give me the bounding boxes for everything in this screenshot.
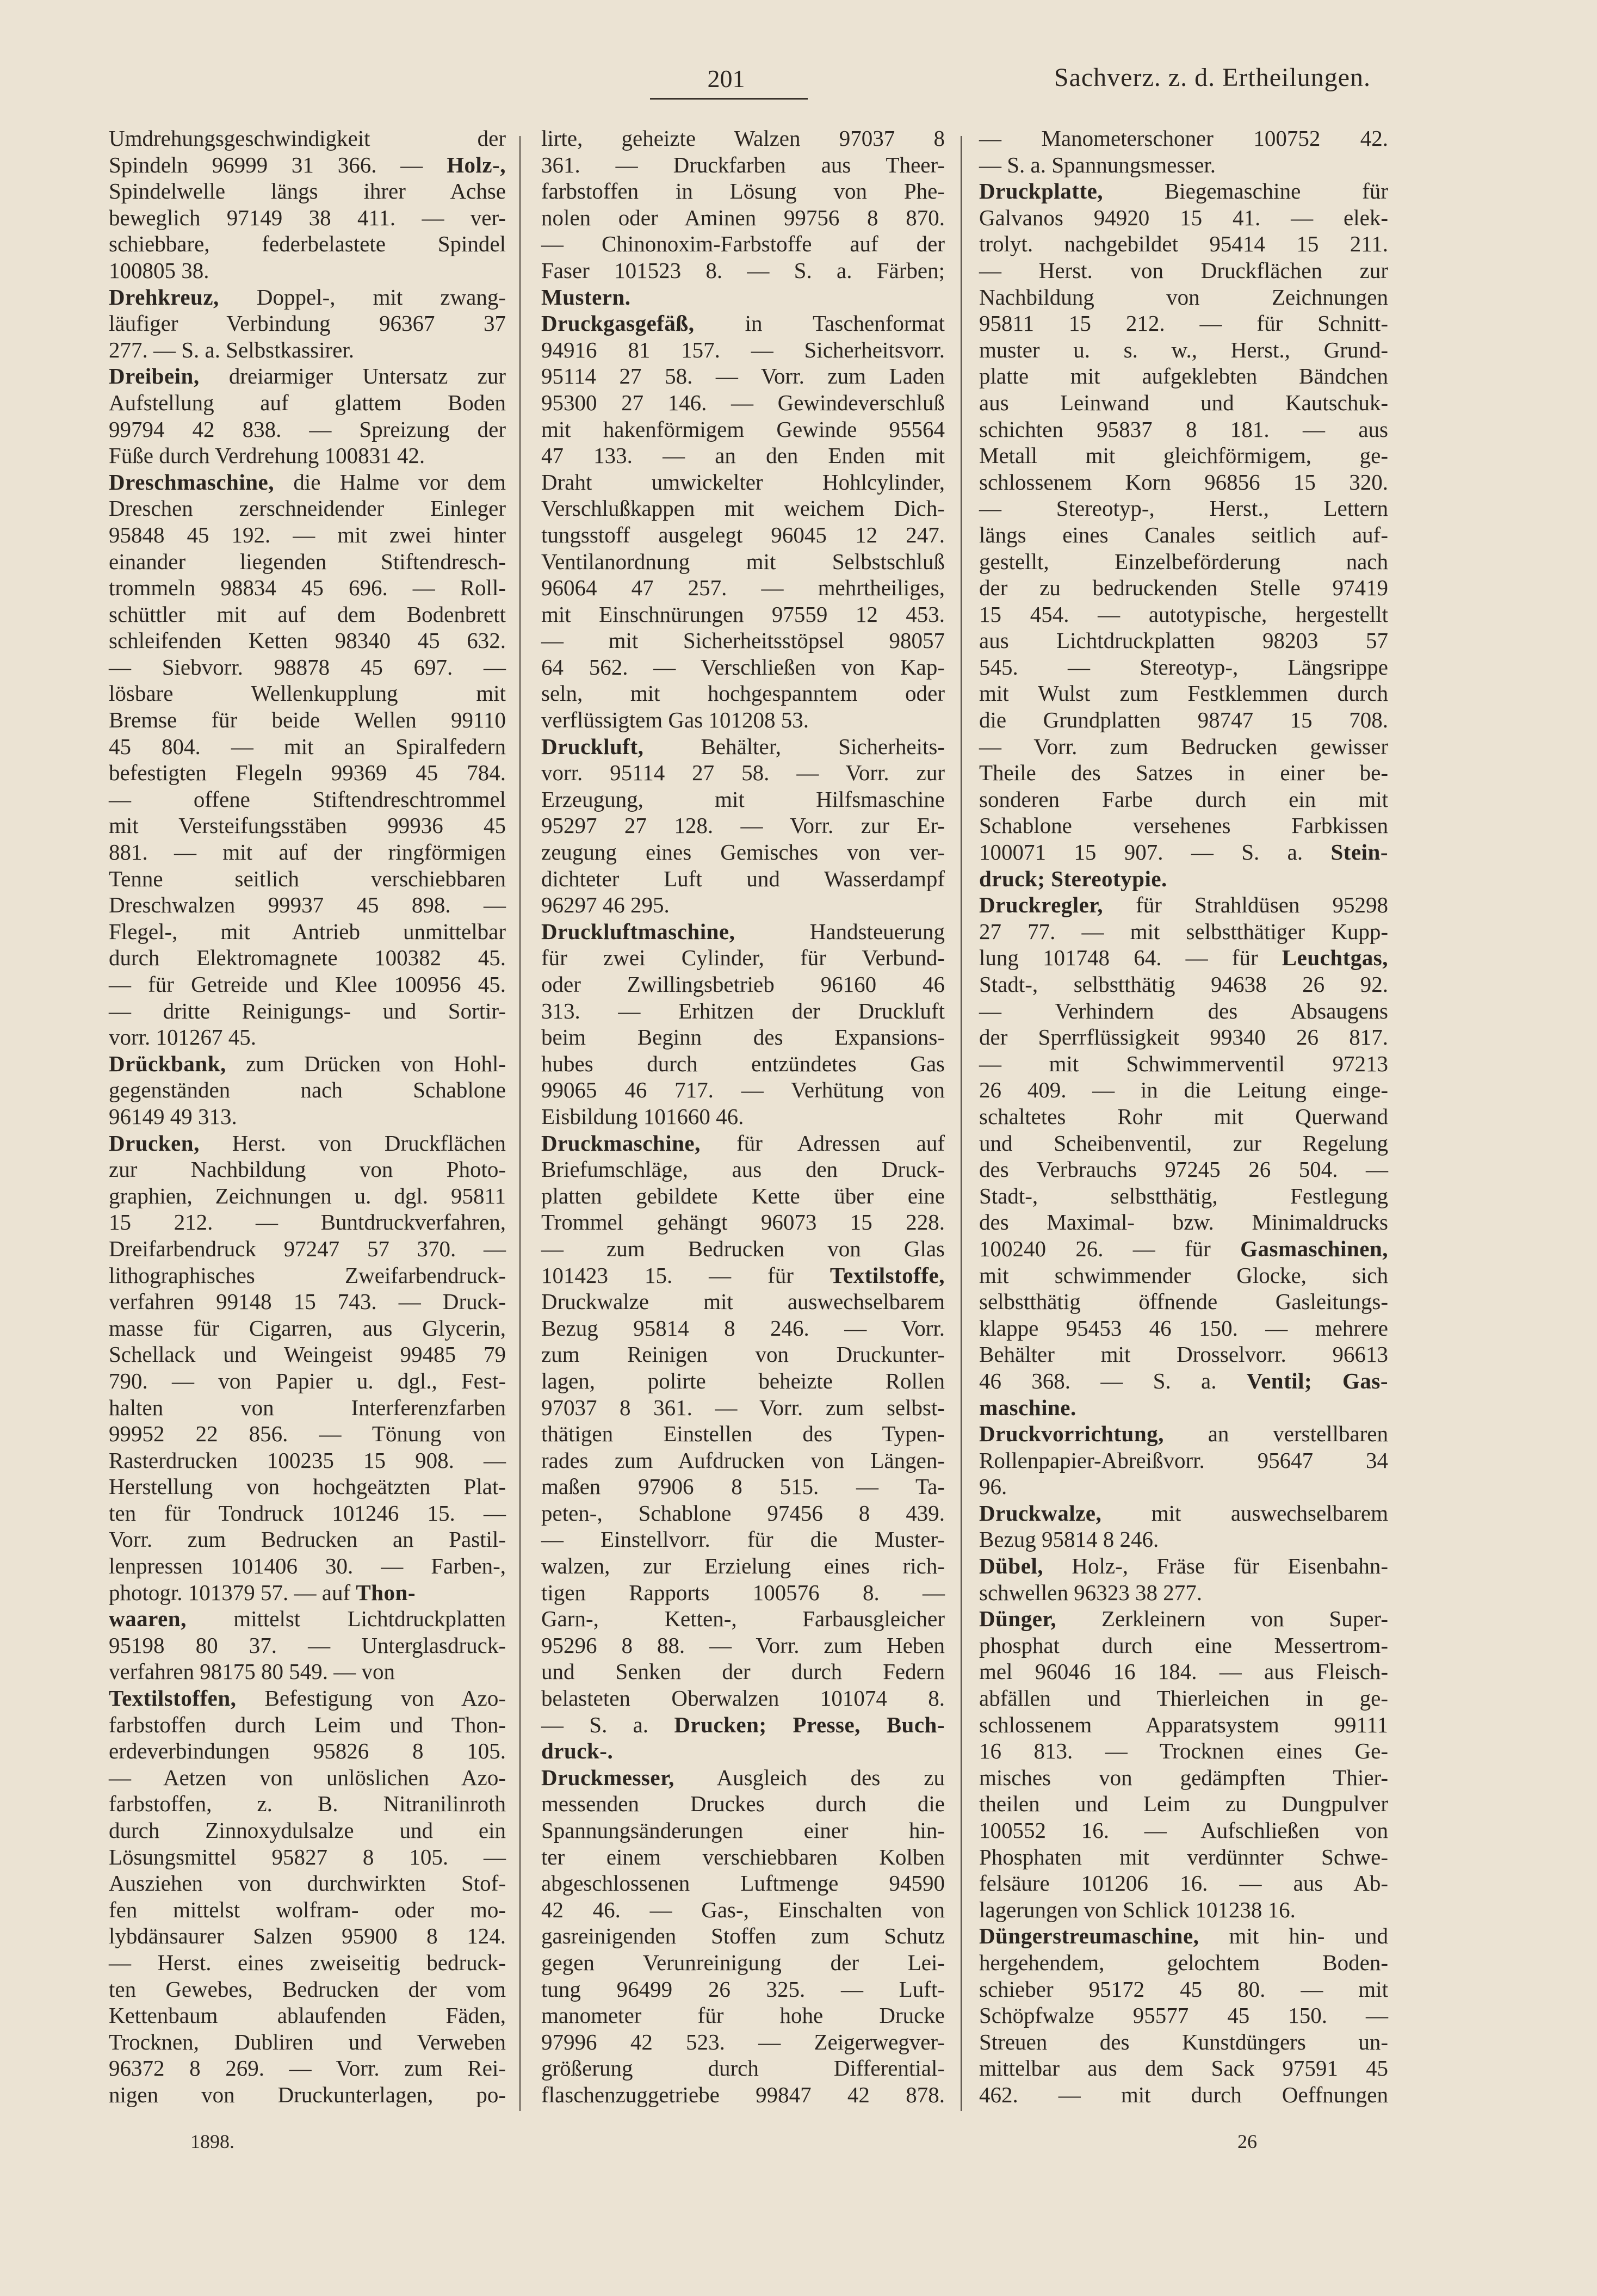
page-number: 201 xyxy=(707,65,745,92)
index-line: Nachbildung von Zeichnungen xyxy=(979,284,1388,310)
index-line: Bezug 95814 8 246. xyxy=(979,1527,1159,1552)
index-line: schüttler mit auf dem Bodenbrett xyxy=(109,601,506,627)
headword: Druckvorrichtung, xyxy=(979,1421,1164,1447)
index-line: Tenne seitlich verschiebbaren xyxy=(109,866,506,891)
index-line: 96297 46 295. xyxy=(541,892,670,918)
index-line xyxy=(979,866,1388,892)
index-line: Ausziehen von durchwirkten Stof- xyxy=(109,1871,506,1896)
index-line: durch Elektromagnete 100382 45. xyxy=(109,945,506,971)
entry-text: Biegemaschine für xyxy=(1103,178,1388,204)
index-line: beim Beginn des Expansions- xyxy=(541,1024,945,1050)
index-line: messenden Druckes durch die xyxy=(541,1791,945,1817)
index-line xyxy=(109,1685,506,1712)
index-line: 97037 8 361. — Vorr. zum selbst- xyxy=(541,1394,945,1420)
index-line: trolyt. nachgebildet 95414 15 211. xyxy=(979,231,1388,257)
index-line: mit Wulst zum Festklemmen durch xyxy=(979,681,1388,706)
index-line: — Manometerschoner 100752 42. xyxy=(979,126,1388,151)
index-line xyxy=(541,1130,945,1157)
entry-text: Holz-, Fräse für Eisenbahn- xyxy=(1043,1553,1388,1579)
index-line: Schellack und Weingeist 99485 79 xyxy=(109,1342,506,1367)
entry-text: — S. a. xyxy=(541,1712,674,1737)
index-column-1 xyxy=(109,125,506,2108)
index-line: 881. — mit auf der ringförmigen xyxy=(109,840,506,865)
index-line: der zu bedruckenden Stelle 97419 xyxy=(979,575,1388,601)
index-line: 313. — Erhitzen der Druckluft xyxy=(541,998,945,1023)
index-line xyxy=(109,152,506,178)
index-line: schiebbare, federbelastete Spindel xyxy=(109,231,506,257)
index-line: 95198 80 37. — Unterglasdruck- xyxy=(109,1632,506,1658)
entry-text: für Strahldüsen 95298 xyxy=(1103,892,1388,918)
index-line: 99952 22 856. — Tönung von xyxy=(109,1421,506,1447)
index-line: Stadt-, selbstthätig, Festlegung xyxy=(979,1183,1388,1208)
index-line: 277. — S. a. Selbstkassirer. xyxy=(109,337,354,362)
index-line: 96149 49 313. xyxy=(109,1103,237,1129)
entry-text: lung 101748 64. — für xyxy=(979,945,1282,971)
index-column-3 xyxy=(979,125,1388,2108)
index-line xyxy=(979,945,1388,971)
entry-text: Handsteuerung xyxy=(735,918,945,944)
index-line xyxy=(541,284,945,311)
headword: Gasmaschinen, xyxy=(1240,1236,1388,1261)
index-line: — Herst. eines zweiseitig bedruck- xyxy=(109,1949,506,1975)
index-line xyxy=(979,839,1388,866)
index-line: Dreschwalzen 99937 45 898. — xyxy=(109,892,506,918)
index-line: Flegel-, mit Antrieb unmittelbar xyxy=(109,918,506,944)
index-line: masse für Cigarren, aus Glycerin, xyxy=(109,1315,506,1341)
index-line xyxy=(109,1051,506,1077)
index-line: Kettenbaum ablaufenden Fäden, xyxy=(109,2003,506,2028)
index-line: Faser 101523 8. — S. a. Färben; xyxy=(541,257,945,283)
headword: Dünger, xyxy=(979,1606,1057,1632)
index-line: Briefumschläge, aus den Druck- xyxy=(541,1157,945,1182)
index-line: durch Zinnoxydulsalze und ein xyxy=(109,1818,506,1843)
index-line: — Einstellvorr. für die Muster- xyxy=(541,1527,945,1552)
index-line xyxy=(541,1764,945,1791)
index-line: Theile des Satzes in einer be- xyxy=(979,760,1388,786)
index-line: zum Reinigen von Druckunter- xyxy=(541,1342,945,1367)
index-line: schleifenden Ketten 98340 45 632. xyxy=(109,628,506,653)
index-line xyxy=(541,1262,945,1289)
index-line: 100552 16. — Aufschließen von xyxy=(979,1818,1388,1843)
index-line: 361. — Druckfarben aus Theer- xyxy=(541,152,945,177)
index-line: vorr. 95114 27 58. — Vorr. zur xyxy=(541,760,945,786)
entry-text: 46 368. — S. a. xyxy=(979,1368,1247,1393)
index-line: trommeln 98834 45 696. — Roll- xyxy=(109,575,506,601)
index-line: — mit Schwimmerventil 97213 xyxy=(979,1051,1388,1076)
index-line: klappe 95453 46 150. — mehrere xyxy=(979,1315,1388,1341)
index-line xyxy=(979,1394,1388,1421)
index-line: hergehendem, gelochtem Boden- xyxy=(979,1949,1388,1975)
index-line: rades zum Aufdrucken von Längen- xyxy=(541,1447,945,1473)
index-line: — S. a. Spannungsmesser. xyxy=(979,152,1216,177)
index-line: der Sperrflüssigkeit 99340 26 817. xyxy=(979,1024,1388,1050)
index-line: 42 46. — Gas-, Einschalten von xyxy=(541,1897,945,1922)
index-line: — mit Sicherheitsstöpsel 98057 xyxy=(541,628,945,653)
index-line: ter einem verschiebbaren Kolben xyxy=(541,1844,945,1869)
index-line: schwellen 96323 38 277. xyxy=(979,1579,1202,1605)
index-line: 47 133. — an den Enden mit xyxy=(541,443,945,468)
index-line: erdeverbindungen 95826 8 105. xyxy=(109,1738,506,1764)
index-line: Bezug 95814 8 246. — Vorr. xyxy=(541,1315,945,1341)
index-line: schlossenem Korn 96856 15 320. xyxy=(979,469,1388,495)
index-line xyxy=(979,1236,1388,1262)
headword: Dreschmaschine, xyxy=(109,469,274,495)
index-line xyxy=(979,1553,1388,1579)
index-line xyxy=(541,1738,945,1764)
index-line: farbstoffen durch Leim und Thon- xyxy=(109,1712,506,1737)
index-line: — Verhindern des Absaugens xyxy=(979,998,1388,1023)
index-line: — dritte Reinigungs- und Sortir- xyxy=(109,998,506,1023)
index-line: schichten 95837 8 181. — aus xyxy=(979,416,1388,442)
index-line: walzen, zur Erzielung eines rich- xyxy=(541,1553,945,1579)
headword: Düngerstreumaschine, xyxy=(979,1923,1199,1949)
index-line xyxy=(979,1421,1388,1447)
index-line: nolen oder Aminen 99756 8 870. xyxy=(541,205,945,230)
index-line: tung 96499 26 325. — Luft- xyxy=(541,1976,945,2002)
entry-text: Herst. von Druckflächen xyxy=(199,1130,506,1156)
entry-text: 101423 15. — für xyxy=(541,1262,830,1288)
index-line: 95297 27 128. — Vorr. zur Er- xyxy=(541,813,945,838)
index-line: lenpressen 101406 30. — Farben-, xyxy=(109,1553,506,1579)
index-line: felsäure 101206 16. — aus Ab- xyxy=(979,1871,1388,1896)
headword: Druckgasgefäß, xyxy=(541,311,695,336)
index-line xyxy=(979,1500,1388,1527)
index-line: verflüssigtem Gas 101208 53. xyxy=(541,707,809,733)
entry-text: Behälter, Sicherheits- xyxy=(643,733,945,759)
index-line: 790. — von Papier u. dgl., Fest- xyxy=(109,1368,506,1393)
index-line: Dreifarbendruck 97247 57 370. — xyxy=(109,1236,506,1261)
column-divider xyxy=(961,136,962,2111)
index-line: lagerungen von Schlick 101238 16. xyxy=(979,1897,1296,1922)
index-line: Aufstellung auf glattem Boden xyxy=(109,390,506,415)
index-line: oder Zwillingsbetrieb 96160 46 xyxy=(541,972,945,997)
index-line: Galvanos 94920 15 41. — elek- xyxy=(979,205,1388,230)
index-line: Dreschen zerschneidender Einleger xyxy=(109,496,506,521)
index-line: Rasterdrucken 100235 15 908. — xyxy=(109,1447,506,1473)
index-line: Verschlußkappen mit weichem Dich- xyxy=(541,496,945,521)
headword: waaren, xyxy=(109,1606,187,1632)
index-line: und Senken der durch Federn xyxy=(541,1659,945,1684)
index-line: ten für Tondruck 101246 15. — xyxy=(109,1500,506,1526)
index-line xyxy=(109,1579,506,1606)
index-line: Spindelwelle längs ihrer Achse xyxy=(109,178,506,204)
index-line: schlossenem Apparatsystem 99111 xyxy=(979,1712,1388,1737)
index-line: lösbare Wellenkupplung mit xyxy=(109,681,506,706)
headword: Dübel, xyxy=(979,1553,1044,1579)
index-line: Metall mit gleichförmigem, ge- xyxy=(979,443,1388,468)
index-line: 95300 27 146. — Gewindeverschluß xyxy=(541,390,945,415)
index-line: gegen Verunreinigung der Lei- xyxy=(541,1949,945,1975)
entry-text: Ausgleich des zu xyxy=(674,1764,945,1790)
headword: Drucken; Presse, Buch- xyxy=(674,1712,945,1737)
index-line: — zum Bedrucken von Glas xyxy=(541,1236,945,1261)
index-line: gasreinigenden Stoffen zum Schutz xyxy=(541,1923,945,1949)
index-line: sonderen Farbe durch ein mit xyxy=(979,786,1388,812)
index-line: 16 813. — Trocknen eines Ge- xyxy=(979,1738,1388,1764)
index-line: abfällen und Thierleichen in ge- xyxy=(979,1686,1388,1711)
index-line: Lösungsmittel 95827 8 105. — xyxy=(109,1844,506,1869)
index-line: — Stereotyp-, Herst., Lettern xyxy=(979,496,1388,521)
index-line: selbstthätig öffnende Gasleitungs- xyxy=(979,1289,1388,1314)
index-line: 462. — mit durch Oeffnungen xyxy=(979,2082,1388,2107)
index-line: befestigten Flegeln 99369 45 784. xyxy=(109,760,506,786)
index-line: — offene Stiftendreschtrommel xyxy=(109,786,506,812)
index-line: lybdänsaurer Salzen 95900 8 124. xyxy=(109,1923,506,1949)
index-line xyxy=(109,1130,506,1157)
entry-text: an verstellbaren xyxy=(1163,1421,1388,1447)
index-line: 95848 45 192. — mit zwei hinter xyxy=(109,522,506,547)
index-line: — Vorr. zum Bedrucken gewisser xyxy=(979,733,1388,759)
headword: Drehkreuz, xyxy=(109,284,219,310)
index-line: aus Lichtdruckplatten 98203 57 xyxy=(979,628,1388,653)
index-line: beweglich 97149 38 411. — ver- xyxy=(109,205,506,230)
index-line: farbstoffen, z. B. Nitranilinroth xyxy=(109,1791,506,1817)
index-line: 100805 38. xyxy=(109,257,209,283)
index-line: — Siebvorr. 98878 45 697. — xyxy=(109,654,506,680)
entry-text: in Taschenformat xyxy=(694,311,945,336)
index-line: zeugung eines Gemisches von ver- xyxy=(541,840,945,865)
index-line: maßen 97906 8 515. — Ta- xyxy=(541,1474,945,1499)
index-line: Erzeugung, mit Hilfsmaschine xyxy=(541,786,945,812)
index-line xyxy=(979,892,1388,918)
entry-text: mit hin- und xyxy=(1199,1923,1388,1949)
headword: druck; Stereotypie. xyxy=(979,866,1167,891)
index-line: schaltetes Rohr mit Querwand xyxy=(979,1103,1388,1129)
index-line: lagen, polirte beheizte Rollen xyxy=(541,1368,945,1393)
index-line: — Chinonoxim-Farbstoffe auf der xyxy=(541,231,945,257)
index-line: 96. xyxy=(979,1474,1007,1499)
index-line: verfahren 98175 80 549. — von xyxy=(109,1659,395,1684)
index-line: 96372 8 269. — Vorr. zum Rei- xyxy=(109,2056,506,2081)
index-line: gegenständen nach Schablone xyxy=(109,1077,506,1103)
index-line: des Verbrauchs 97245 26 504. — xyxy=(979,1157,1388,1182)
header-rule xyxy=(650,98,808,100)
index-line: Eisbildung 101660 46. xyxy=(541,1103,744,1129)
headword: Druckmaschine, xyxy=(541,1130,701,1156)
index-line: 99065 46 717. — Verhütung von xyxy=(541,1077,945,1103)
index-line: mit Versteifungsstäben 99936 45 xyxy=(109,813,506,838)
index-line: Bremse für beide Wellen 99110 xyxy=(109,707,506,733)
index-line xyxy=(109,469,506,496)
index-line: nigen von Druckunterlagen, po- xyxy=(109,2082,506,2107)
index-line: vorr. 101267 45. xyxy=(109,1024,257,1050)
index-line xyxy=(541,733,945,760)
index-line: mit schwimmender Glocke, sich xyxy=(979,1262,1388,1288)
index-line: 95114 27 58. — Vorr. zum Laden xyxy=(541,363,945,389)
index-line: Garn-, Ketten-, Farbausgleicher xyxy=(541,1606,945,1632)
index-line: phosphat durch eine Messertrom- xyxy=(979,1632,1388,1658)
index-line: thätigen Einstellen des Typen- xyxy=(541,1421,945,1447)
headword: Mustern. xyxy=(541,284,631,310)
index-line: verfahren 99148 15 743. — Druck- xyxy=(109,1289,506,1314)
headword: Textilstoffen, xyxy=(109,1686,237,1711)
index-line: Spannungsänderungen einer hin- xyxy=(541,1818,945,1843)
footer-year: 1898. xyxy=(190,2131,234,2152)
index-line: Schöpfwalze 95577 45 150. — xyxy=(979,2003,1388,2028)
index-line: zur Nachbildung von Photo- xyxy=(109,1157,506,1182)
index-line: belasteten Oberwalzen 101074 8. xyxy=(541,1686,945,1711)
index-line: mittelbar aus dem Sack 97591 45 xyxy=(979,2056,1388,2081)
entry-text: Spindeln 96999 31 366. — xyxy=(109,152,447,177)
index-line: — für Getreide und Klee 100956 45. xyxy=(109,972,506,997)
index-line: hubes durch entzündetes Gas xyxy=(541,1051,945,1076)
index-line: 15 454. — autotypische, hergestellt xyxy=(979,601,1388,627)
index-line: tungsstoff ausgelegt 96045 12 247. xyxy=(541,522,945,547)
index-line: misches von gedämpften Thier- xyxy=(979,1764,1388,1790)
index-line xyxy=(109,1606,506,1632)
headword: Leuchtgas, xyxy=(1282,945,1388,971)
index-line xyxy=(979,1368,1388,1394)
index-line: 45 804. — mit an Spiralfedern xyxy=(109,733,506,759)
index-line: und Scheibenventil, zur Regelung xyxy=(979,1130,1388,1156)
index-line: Füße durch Verdrehung 100831 42. xyxy=(109,443,425,468)
index-line: lithographisches Zweifarbendruck- xyxy=(109,1262,506,1288)
index-line: mit Einschnürungen 97559 12 453. xyxy=(541,601,945,627)
index-line: fen mittelst wolfram- oder mo- xyxy=(109,1897,506,1922)
headword: Druckmesser, xyxy=(541,1764,674,1790)
entry-text: 100071 15 907. — S. a. xyxy=(979,840,1331,865)
headword: Holz-, xyxy=(447,152,506,177)
index-line: mit hakenförmigem Gewinde 95564 xyxy=(541,416,945,442)
index-line: 96064 47 257. — mehrtheiliges, xyxy=(541,575,945,601)
index-line: gestellt, Einzelbeförderung nach xyxy=(979,548,1388,574)
index-line: 15 212. — Buntdruckverfahren, xyxy=(109,1209,506,1235)
headword: Drückbank, xyxy=(109,1051,226,1076)
index-line xyxy=(979,1923,1388,1949)
headword: Dreibein, xyxy=(109,363,200,389)
index-line: abgeschlossenen Luftmenge 94590 xyxy=(541,1871,945,1896)
entry-text: Zerkleinern von Super- xyxy=(1056,1606,1388,1632)
headword: Druckluft, xyxy=(541,733,644,759)
index-line: Druckwalze mit auswechselbarem xyxy=(541,1289,945,1314)
index-line: Stadt-, selbstthätig 94638 26 92. xyxy=(979,972,1388,997)
index-line: größerung durch Differential- xyxy=(541,2056,945,2081)
index-line: Streuen des Kunstdüngers un- xyxy=(979,2029,1388,2054)
index-line xyxy=(979,178,1388,205)
index-line: ten Gewebes, Bedrucken der vom xyxy=(109,1976,506,2002)
headword: Druckwalze, xyxy=(979,1500,1102,1526)
index-line: Behälter mit Drosselvorr. 96613 xyxy=(979,1342,1388,1367)
index-line xyxy=(541,310,945,337)
index-line: 97996 42 523. — Zeigerwegver- xyxy=(541,2029,945,2054)
headword: Ventil; Gas- xyxy=(1246,1368,1389,1393)
footer-signature: 26 xyxy=(1237,2131,1257,2152)
headword: Druckregler, xyxy=(979,892,1104,918)
index-line: Umdrehungsgeschwindigkeit der xyxy=(109,126,506,151)
index-line: 27 77. — mit selbstthätiger Kupp- xyxy=(979,918,1388,944)
headword: Thon- xyxy=(356,1579,416,1605)
headword: Druckluftmaschine, xyxy=(541,918,735,944)
entry-text: dreiarmiger Untersatz zur xyxy=(199,363,506,389)
index-line: — Aetzen von unlöslichen Azo- xyxy=(109,1764,506,1790)
index-line: theilen und Leim zu Dungpulver xyxy=(979,1791,1388,1817)
index-line xyxy=(979,1606,1388,1632)
index-line: tigen Rapports 100576 8. — xyxy=(541,1579,945,1605)
running-title: Sachverz. z. d. Ertheilungen. xyxy=(1054,63,1371,92)
headword: maschine. xyxy=(979,1394,1076,1420)
index-line: muster u. s. w., Herst., Grund- xyxy=(979,337,1388,362)
index-line: 94916 81 157. — Sicherheitsvorr. xyxy=(541,337,945,362)
index-line: 95811 15 212. — für Schnitt- xyxy=(979,311,1388,336)
index-line: Draht umwickelter Hohlcylinder, xyxy=(541,469,945,495)
index-line: längs eines Canales seitlich auf- xyxy=(979,522,1388,547)
entry-text: die Halme vor dem xyxy=(274,469,506,495)
headword: druck-. xyxy=(541,1738,614,1764)
index-line: graphien, Zeichnungen u. dgl. 95811 xyxy=(109,1183,506,1208)
index-line: aus Leinwand und Kautschuk- xyxy=(979,390,1388,415)
index-line: Vorr. zum Bedrucken an Pastil- xyxy=(109,1527,506,1552)
index-line: Trommel gehängt 96073 15 228. xyxy=(541,1209,945,1235)
index-line: — Herst. von Druckflächen zur xyxy=(979,257,1388,283)
index-line: seln, mit hochgespanntem oder xyxy=(541,681,945,706)
index-line: einander liegenden Stiftendresch- xyxy=(109,548,506,574)
index-line xyxy=(541,1712,945,1738)
index-line: platte mit aufgeklebten Bändchen xyxy=(979,363,1388,389)
index-line: 99794 42 838. — Spreizung der xyxy=(109,416,506,442)
index-line: 26 409. — in die Leitung einge- xyxy=(979,1077,1388,1103)
index-line: Schablone versehenes Farbkissen xyxy=(979,813,1388,838)
index-line: peten-, Schablone 97456 8 439. xyxy=(541,1500,945,1526)
index-line: die Grundplatten 98747 15 708. xyxy=(979,707,1388,733)
entry-text: Doppel-, mit zwang- xyxy=(219,284,506,310)
headword: Stein- xyxy=(1330,840,1388,865)
index-line: 95296 8 88. — Vorr. zum Heben xyxy=(541,1632,945,1658)
index-line: Ventilanordnung mit Selbstschluß xyxy=(541,548,945,574)
entry-text: 100240 26. — für xyxy=(979,1236,1241,1261)
index-line: läufiger Verbindung 96367 37 xyxy=(109,311,506,336)
entry-text: photogr. 101379 57. — auf xyxy=(109,1579,356,1605)
entry-text: mittelst Lichtdruckplatten xyxy=(186,1606,506,1632)
index-line: des Maximal- bzw. Minimaldrucks xyxy=(979,1209,1388,1235)
index-line: flaschenzuggetriebe 99847 42 878. xyxy=(541,2082,945,2107)
index-line: platten gebildete Kette über eine xyxy=(541,1183,945,1208)
index-line: Rollenpapier-Abreißvorr. 95647 34 xyxy=(979,1447,1388,1473)
headword: Drucken, xyxy=(109,1130,200,1156)
entry-text: Befestigung von Azo- xyxy=(236,1686,506,1711)
index-line: lirte, geheizte Walzen 97037 8 xyxy=(541,126,945,151)
index-line xyxy=(541,918,945,945)
index-line: für zwei Cylinder, für Verbund- xyxy=(541,945,945,971)
column-divider xyxy=(519,136,521,2111)
index-line: 545. — Stereotyp-, Längsrippe xyxy=(979,654,1388,680)
index-line: farbstoffen in Lösung von Phe- xyxy=(541,178,945,204)
index-line xyxy=(109,284,506,311)
entry-text: für Adressen auf xyxy=(700,1130,945,1156)
index-line: manometer für hohe Drucke xyxy=(541,2003,945,2028)
headword: Druckplatte, xyxy=(979,178,1104,204)
index-line: 64 562. — Verschließen von Kap- xyxy=(541,654,945,680)
index-line: schieber 95172 45 80. — mit xyxy=(979,1976,1388,2002)
entry-text: zum Drücken von Hohl- xyxy=(226,1051,506,1076)
headword: Textilstoffe, xyxy=(830,1262,945,1288)
index-line: Trocknen, Dubliren und Verweben xyxy=(109,2029,506,2054)
index-line: dichteter Luft und Wasserdampf xyxy=(541,866,945,891)
index-line: halten von Interferenzfarben xyxy=(109,1394,506,1420)
index-line: Phosphaten mit verdünnter Schwe- xyxy=(979,1844,1388,1869)
entry-text: mit auswechselbarem xyxy=(1101,1500,1388,1526)
index-column-2 xyxy=(541,125,945,2108)
index-line xyxy=(109,363,506,390)
index-line: Herstellung von hochgeätzten Plat- xyxy=(109,1474,506,1499)
index-line: mel 96046 16 184. — aus Fleisch- xyxy=(979,1659,1388,1684)
